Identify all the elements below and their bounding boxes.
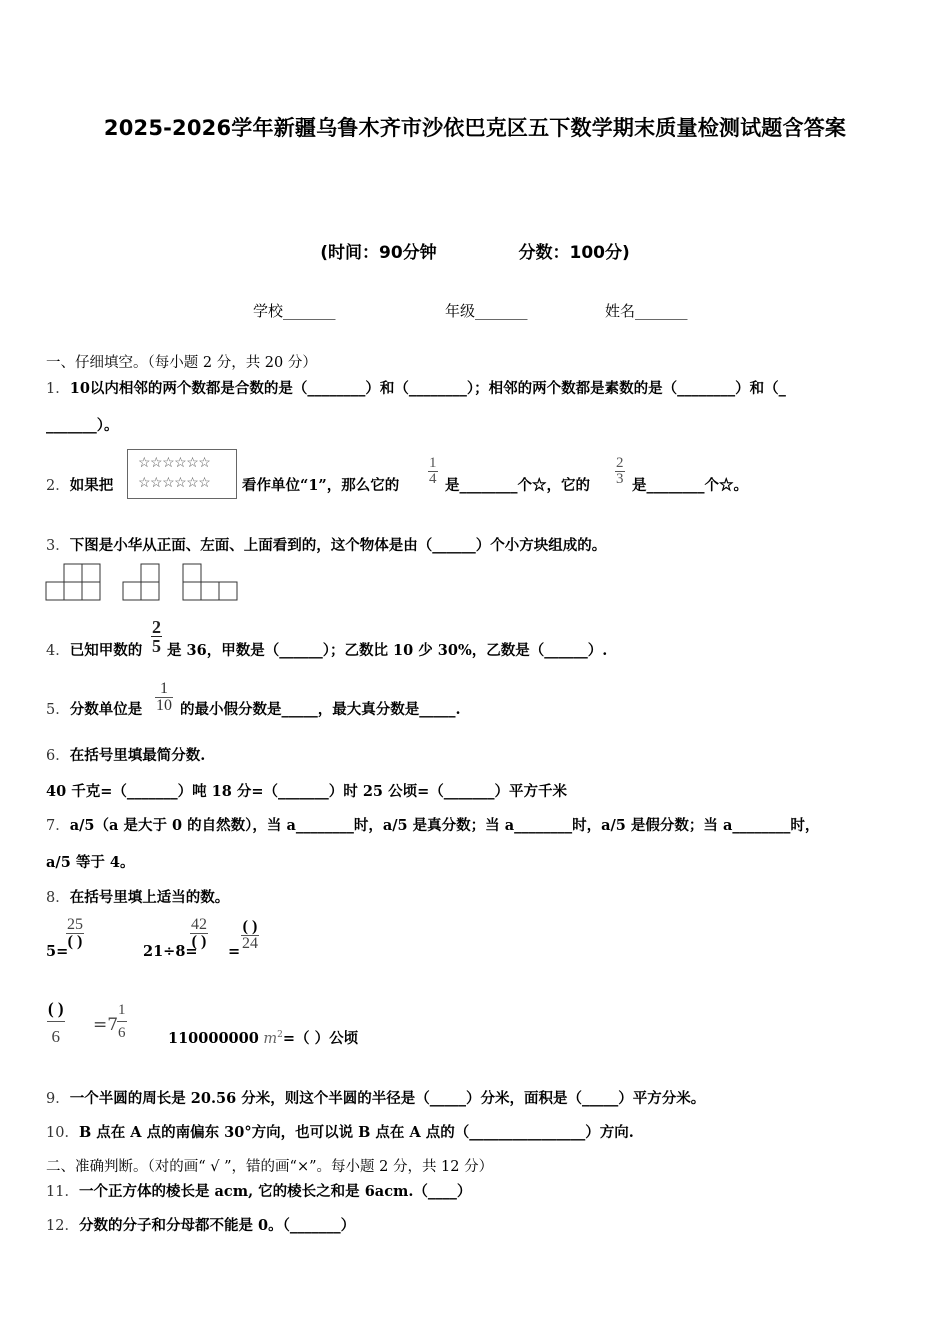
- document-title: 2025-2026学年新疆乌鲁木齐市沙依巴克区五下数学期末质量检测试题含答案: [103, 116, 847, 140]
- denominator: 3: [616, 471, 624, 487]
- numerator: 1: [160, 680, 168, 697]
- numerator[interactable]: ( ): [242, 918, 258, 935]
- star-row: ☆☆☆☆☆☆: [138, 455, 211, 471]
- left-view: [123, 564, 159, 600]
- question-5-part: 的最小假分数是_____，最大真分数是_____.: [180, 701, 461, 718]
- equation-2-fraction-b: [241, 919, 259, 952]
- denominator: 10: [156, 697, 172, 714]
- question-text: 在括号里填上适当的数。: [69, 889, 230, 906]
- unit-exponent: 2: [277, 1030, 283, 1041]
- equation-1-fraction: [66, 917, 84, 950]
- question-number: 7．: [46, 818, 70, 834]
- numerator: 25: [67, 916, 83, 933]
- numerator[interactable]: ( ): [48, 999, 64, 1018]
- question-number: 9．: [46, 1091, 70, 1107]
- numerator: 1: [118, 1002, 126, 1018]
- denominator: 24: [242, 935, 258, 952]
- question-number: 5．: [46, 702, 70, 718]
- fraction-two-thirds: [615, 456, 625, 487]
- question-1: [46, 377, 786, 398]
- question-number: 1．: [46, 381, 70, 397]
- question-5: [46, 698, 142, 719]
- school-field[interactable]: 学校_______: [253, 302, 336, 320]
- area-value: 110000000: [168, 1030, 259, 1047]
- denominator: 6: [47, 1021, 65, 1045]
- fraction-one-quarter: [428, 456, 438, 487]
- numerator: 2: [152, 617, 161, 637]
- section2-header: 二、准确判断。（对的画“ √ ”，错的画“×”。每小题 2 分，共 12 分）: [46, 1159, 494, 1175]
- star-box: [127, 449, 237, 499]
- equation-1-lhs: 5=: [46, 943, 69, 960]
- question-11: [46, 1180, 471, 1201]
- question-7: [46, 814, 819, 835]
- equation-3-mixed-fraction: [117, 1003, 127, 1041]
- question-number: 10．: [46, 1125, 79, 1141]
- name-field[interactable]: 姓名_______: [605, 302, 688, 320]
- exam-meta: [0, 238, 950, 263]
- question-3: [46, 534, 606, 555]
- question-4-part: 是 36，甲数是（______）；乙数比 10 少 30%，乙数是（______）.: [167, 642, 608, 659]
- question-text: 分数单位是: [69, 701, 143, 718]
- denominator[interactable]: ( ): [191, 933, 207, 950]
- question-text: 一个半圆的周长是 20.56 分米，则这个半圆的半径是（_____）分米，面积是（_____）平方分米。: [69, 1090, 706, 1107]
- question-12: [46, 1214, 355, 1235]
- question-text: 下图是小华从正面、左面、上面看到的，这个物体是由（______）个小方块组成的。: [69, 537, 607, 554]
- denominator: 5: [152, 636, 161, 656]
- question-number: 3．: [46, 538, 70, 554]
- question-number: 6．: [46, 748, 70, 764]
- numerator: 1: [429, 455, 437, 471]
- conversion-blank: =（ ）公顷: [282, 1030, 359, 1047]
- question-number: 4．: [46, 643, 70, 659]
- fraction-two-fifths: [151, 618, 162, 655]
- numerator: 42: [191, 916, 207, 933]
- question-text: 看作单位“1”，那么它的: [242, 477, 400, 494]
- denominator[interactable]: ( ): [67, 933, 83, 950]
- equals-sign: =: [228, 943, 241, 960]
- grade-field[interactable]: 年级_______: [445, 302, 528, 320]
- question-9: [46, 1087, 705, 1108]
- question-number: 2．: [46, 478, 70, 494]
- unit-m: m: [263, 1031, 278, 1047]
- equation-2-fraction: [190, 917, 208, 950]
- numerator: 2: [616, 455, 624, 471]
- question-number: 11．: [46, 1184, 79, 1200]
- question-4: [46, 639, 142, 660]
- question-text: 10以内相邻的两个数都是合数的是（________）和（________）；相邻的两个数都是素数的是（________）和（_: [69, 380, 786, 397]
- question-text: 分数的分子和分母都不能是 0。（_______）: [78, 1217, 356, 1234]
- question-text: a/5（a 是大于 0 的自然数），当 a________时，a/5 是真分数；当 a________时，a/5 是假分数；当 a________时，: [69, 817, 820, 834]
- top-view: [183, 564, 237, 600]
- star-row: ☆☆☆☆☆☆: [138, 475, 211, 491]
- question-2-part: [242, 474, 399, 495]
- question-2-part: 是________个☆，它的: [445, 477, 590, 494]
- question-6-conversions: 40 千克=（_______）吨 18 分=（_______）时 25 公顷=（_______）平方千米: [46, 783, 567, 800]
- question-text: 在括号里填最简分数.: [69, 747, 206, 764]
- equation-4: [168, 1027, 358, 1048]
- question-number: 8．: [46, 890, 70, 906]
- question-text: B 点在 A 点的南偏东 30°方向，也可以说 B 点在 A 点的（________________）方向.: [78, 1124, 634, 1141]
- section1-header: 一、仔细填空。（每小题 2 分，共 20 分）: [46, 355, 317, 371]
- fraction-one-tenth: [155, 681, 173, 714]
- total-score: 分数：100分): [518, 243, 630, 263]
- question-7-continued: a/5 等于 4。: [46, 854, 135, 871]
- equation-3-fraction: [47, 1000, 65, 1045]
- denominator: 6: [117, 1021, 127, 1041]
- question-2-part: 是________个☆。: [632, 477, 748, 494]
- question-10: [46, 1121, 634, 1142]
- question-1-continued: _______）。: [46, 417, 119, 434]
- question-text: 已知甲数的: [69, 642, 143, 659]
- time-limit: (时间：90分钟: [320, 243, 437, 263]
- equation-3-rhs: =7: [93, 1015, 119, 1035]
- question-text: 如果把: [69, 477, 114, 494]
- question-number: 12．: [46, 1218, 79, 1234]
- question-6: [46, 744, 205, 765]
- question-2: [46, 474, 113, 495]
- question-text: 一个正方体的棱长是 acm, 它的棱长之和是 6acm.（____）: [78, 1183, 472, 1200]
- equation-2-lhs: 21÷8=: [143, 943, 198, 960]
- front-view: [46, 564, 100, 600]
- question-8: [46, 886, 229, 907]
- denominator: 4: [429, 471, 437, 487]
